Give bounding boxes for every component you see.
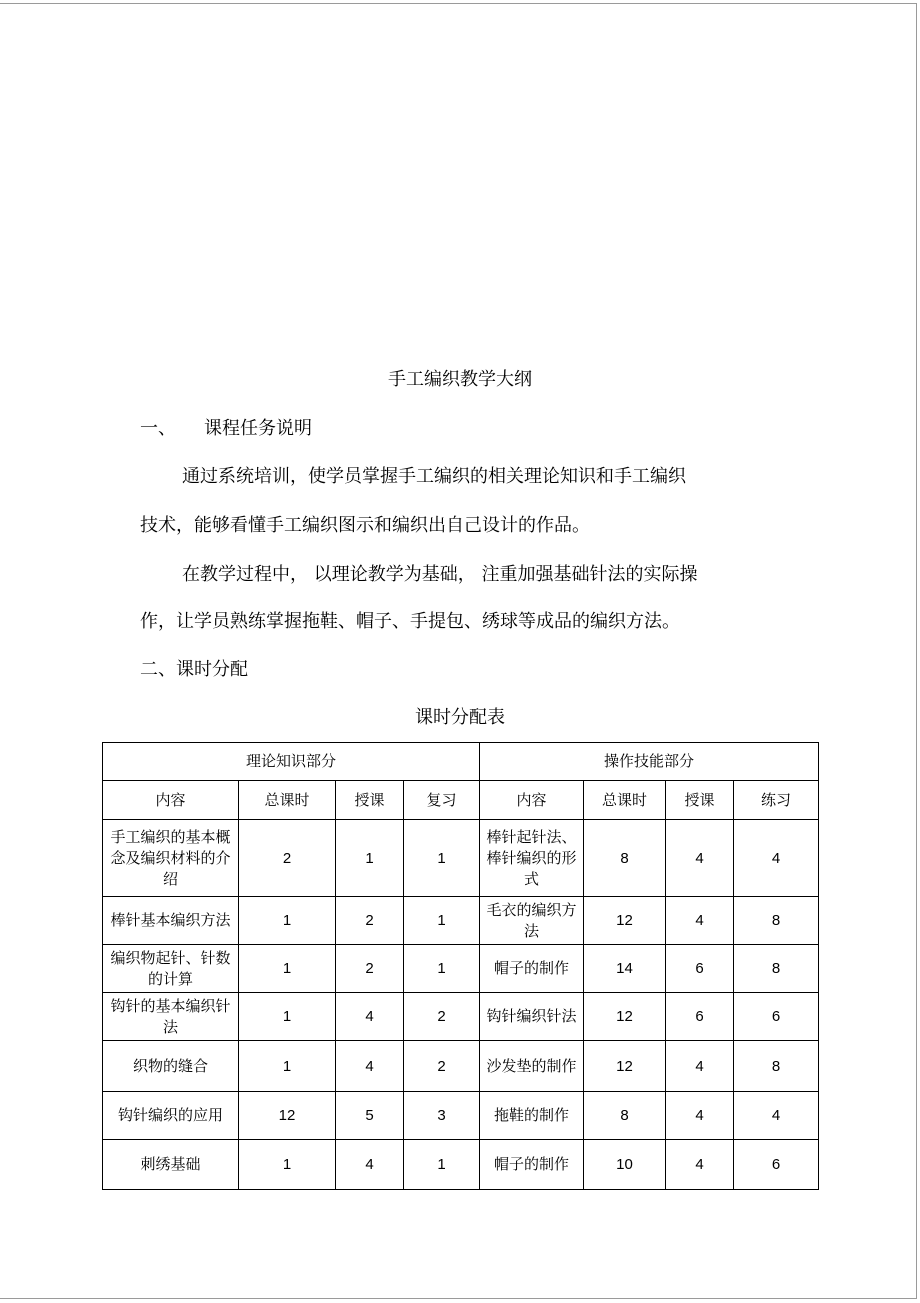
theory-content-cell: 编织物起针、针数的计算 — [103, 945, 239, 993]
theory-review-cell: 1 — [404, 1140, 480, 1190]
table-row — [103, 993, 819, 1041]
theory-group-header: 理论知识部分 — [103, 743, 480, 781]
col-header-practice-content: 内容 — [480, 781, 584, 820]
theory-total-hours-cell: 1 — [239, 1041, 336, 1092]
theory-review-cell: 1 — [404, 945, 480, 993]
practice-total-hours-cell: 14 — [584, 945, 666, 993]
col-header-practice-lecture: 授课 — [666, 781, 734, 820]
paragraph-1-line-1: 通过系统培训，使学员掌握手工编织的相关理论知识和手工编织 — [182, 466, 686, 487]
practice-content-cell: 拖鞋的制作 — [480, 1092, 584, 1140]
hours-table — [102, 742, 819, 1190]
section-2-heading: 二、课时分配 — [140, 659, 248, 680]
practice-group-header: 操作技能部分 — [480, 743, 819, 781]
practice-lecture-cell: 4 — [666, 897, 734, 945]
practice-total-hours-cell: 8 — [584, 820, 666, 897]
theory-review-cell: 2 — [404, 993, 480, 1041]
col-header-theory-review: 复习 — [404, 781, 480, 820]
col-header-practice-total: 总课时 — [584, 781, 666, 820]
practice-lecture-cell: 4 — [666, 820, 734, 897]
practice-content-cell: 毛衣的编织方法 — [480, 897, 584, 945]
theory-lecture-cell: 4 — [336, 1140, 404, 1190]
theory-review-cell: 1 — [404, 897, 480, 945]
theory-review-cell: 1 — [404, 820, 480, 897]
section-1-number: 一、 — [140, 418, 176, 439]
practice-lecture-cell: 6 — [666, 945, 734, 993]
table-column-header-row — [103, 781, 819, 820]
table-row — [103, 1092, 819, 1140]
practice-content-cell: 沙发垫的制作 — [480, 1041, 584, 1092]
practice-exercise-cell: 4 — [734, 820, 819, 897]
theory-total-hours-cell: 2 — [239, 820, 336, 897]
theory-content-cell: 钩针编织的应用 — [103, 1092, 239, 1140]
theory-total-hours-cell: 1 — [239, 945, 336, 993]
practice-content-cell: 钩针编织针法 — [480, 993, 584, 1041]
theory-lecture-cell: 4 — [336, 1041, 404, 1092]
theory-content-cell: 刺绣基础 — [103, 1140, 239, 1190]
table-row — [103, 820, 819, 897]
theory-content-cell: 织物的缝合 — [103, 1041, 239, 1092]
practice-total-hours-cell: 12 — [584, 993, 666, 1041]
col-header-theory-content: 内容 — [103, 781, 239, 820]
col-header-theory-total: 总课时 — [239, 781, 336, 820]
practice-exercise-cell: 8 — [734, 897, 819, 945]
practice-total-hours-cell: 12 — [584, 1041, 666, 1092]
practice-content-cell: 棒针起针法、棒针编织的形式 — [480, 820, 584, 897]
table-caption: 课时分配表 — [415, 707, 505, 728]
practice-total-hours-cell: 12 — [584, 897, 666, 945]
theory-lecture-cell: 2 — [336, 945, 404, 993]
practice-lecture-cell: 6 — [666, 993, 734, 1041]
theory-content-cell: 钩针的基本编织针法 — [103, 993, 239, 1041]
theory-total-hours-cell: 1 — [239, 897, 336, 945]
practice-total-hours-cell: 10 — [584, 1140, 666, 1190]
paragraph-2-line-2: 作，让学员熟练掌握拖鞋、帽子、手提包、绣球等成品的编织方法。 — [140, 611, 680, 632]
table-row — [103, 1140, 819, 1190]
theory-content-cell: 手工编织的基本概念及编织材料的介绍 — [103, 820, 239, 897]
practice-exercise-cell: 6 — [734, 1140, 819, 1190]
document-title: 手工编织教学大纲 — [388, 369, 532, 390]
section-1-heading — [140, 416, 312, 442]
col-header-theory-lecture: 授课 — [336, 781, 404, 820]
practice-exercise-cell: 6 — [734, 993, 819, 1041]
theory-total-hours-cell: 1 — [239, 993, 336, 1041]
practice-exercise-cell: 8 — [734, 945, 819, 993]
theory-content-cell: 棒针基本编织方法 — [103, 897, 239, 945]
practice-lecture-cell: 4 — [666, 1092, 734, 1140]
table-row — [103, 897, 819, 945]
table-group-header-row — [103, 743, 819, 781]
paragraph-2-line-1: 在教学过程中， 以理论教学为基础， 注重加强基础针法的实际操 — [182, 564, 698, 585]
col-header-practice-exercise: 练习 — [734, 781, 819, 820]
table-row — [103, 945, 819, 993]
practice-content-cell: 帽子的制作 — [480, 1140, 584, 1190]
practice-content-cell: 帽子的制作 — [480, 945, 584, 993]
practice-lecture-cell: 4 — [666, 1041, 734, 1092]
section-1-title: 课程任务说明 — [204, 418, 312, 439]
practice-total-hours-cell: 8 — [584, 1092, 666, 1140]
practice-lecture-cell: 4 — [666, 1140, 734, 1190]
table-row — [103, 1041, 819, 1092]
practice-exercise-cell: 8 — [734, 1041, 819, 1092]
theory-lecture-cell: 4 — [336, 993, 404, 1041]
theory-total-hours-cell: 1 — [239, 1140, 336, 1190]
paragraph-1-line-2: 技术，能够看懂手工编织图示和编织出自己设计的作品。 — [140, 515, 590, 536]
practice-exercise-cell: 4 — [734, 1092, 819, 1140]
theory-lecture-cell: 1 — [336, 820, 404, 897]
theory-lecture-cell: 2 — [336, 897, 404, 945]
theory-lecture-cell: 5 — [336, 1092, 404, 1140]
theory-total-hours-cell: 12 — [239, 1092, 336, 1140]
theory-review-cell: 2 — [404, 1041, 480, 1092]
theory-review-cell: 3 — [404, 1092, 480, 1140]
